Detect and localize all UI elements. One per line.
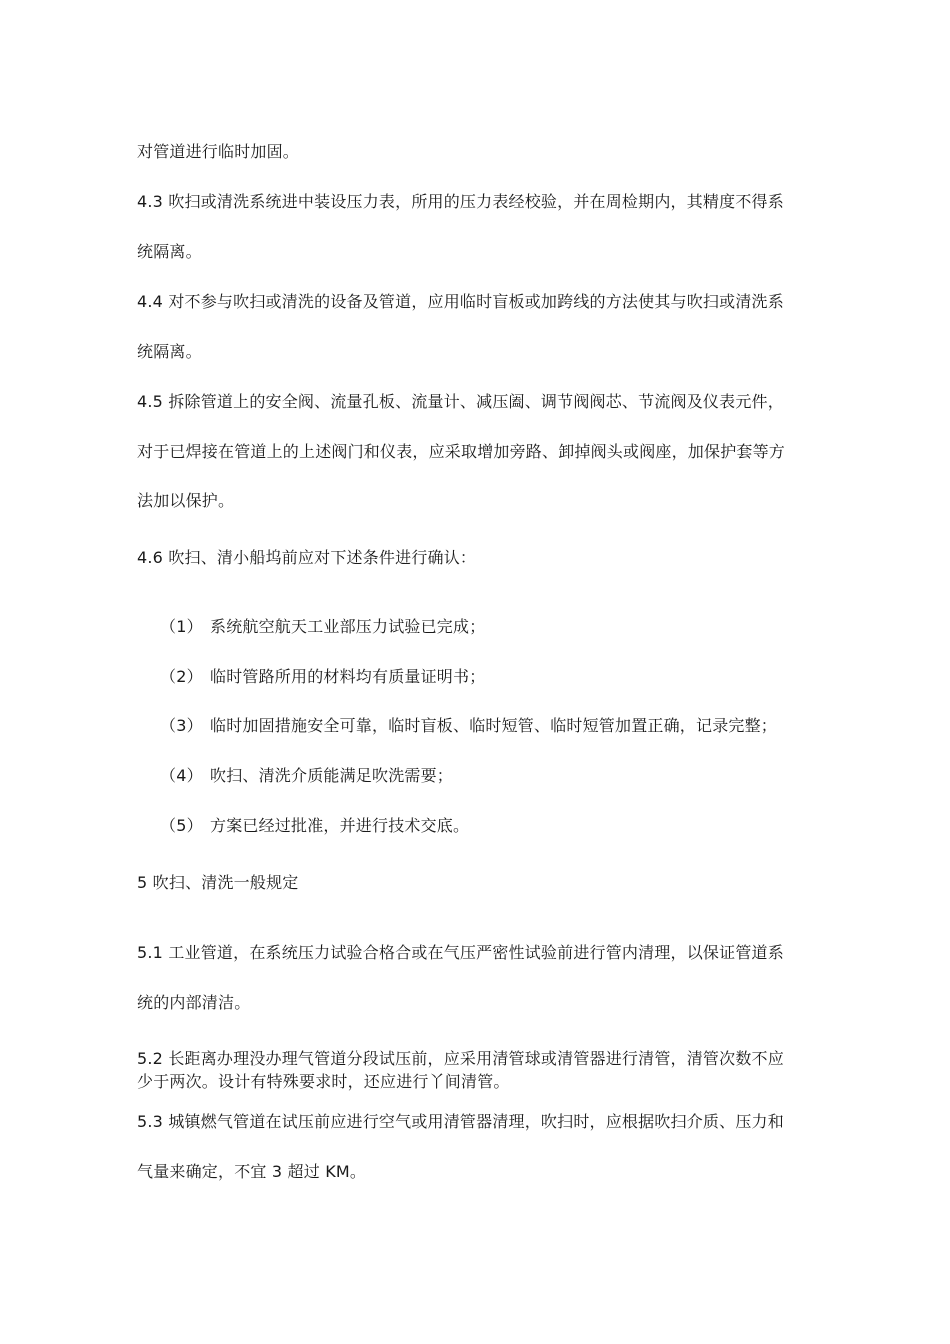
list-text: 系统航空航天工业部压力试验已完成； xyxy=(210,617,486,636)
list-text: 临时加固措施安全可靠，临时盲板、临时短管、临时短管加置正确，记录完整； xyxy=(210,716,778,735)
text-line: 对管道进行临时加固。 xyxy=(137,142,300,161)
list-text: 临时管路所用的材料均有质量证明书； xyxy=(210,667,486,686)
text-line: 统隔离。 xyxy=(137,242,202,261)
list-text: 吹扫、清洗介质能满足吹洗需要； xyxy=(210,766,454,785)
clause-4-3: 4.3 吹扫或清洗系统进中装设压力表，所用的压力表经校验，并在周检期内，其精度不得系 xyxy=(137,192,784,211)
section-heading: 5 吹扫、清洗一般规定 xyxy=(137,873,299,892)
list-item xyxy=(160,667,485,687)
list-number: （4） xyxy=(160,766,203,785)
text-line: 统隔离。 xyxy=(137,342,202,361)
text-line: 对于已焊接在管道上的上述阀门和仪表，应采取增加旁路、卸掉阀头或阀座，加保护套等方 xyxy=(137,442,786,461)
list-number: （3） xyxy=(160,716,203,735)
list-number: （1） xyxy=(160,617,203,636)
list-item xyxy=(160,617,485,637)
text-line: 统的内部清洁。 xyxy=(137,993,251,1012)
list-number: （2） xyxy=(160,667,203,686)
clause-5-2: 5.2 长距离办理没办理气管道分段试压前，应采用清管球或清管器进行清管，清管次数不应 xyxy=(137,1049,784,1068)
text-line: 少于两次。设计有特殊要求时，还应进行丫间清管。 xyxy=(137,1072,510,1091)
clause-4-6: 4.6 吹扫、清小船坞前应对下述条件进行确认： xyxy=(137,548,477,567)
list-item xyxy=(160,816,469,836)
list-item xyxy=(160,716,777,736)
clause-4-4: 4.4 对不参与吹扫或清洗的设备及管道，应用临时盲板或加跨线的方法使其与吹扫或清洗系 xyxy=(137,292,784,311)
clause-5-1: 5.1 工业管道，在系统压力试验合格合或在气压严密性试验前进行管内清理，以保证管道系 xyxy=(137,943,784,962)
list-text: 方案已经过批准，并进行技术交底。 xyxy=(210,816,470,835)
clause-4-5: 4.5 拆除管道上的安全阀、流量孔板、流量计、减压阖、调节阀阀芯、节流阀及仪表元件， xyxy=(137,392,784,411)
text-line: 气量来确定，不宜 3 超过 KM。 xyxy=(137,1162,367,1181)
list-item xyxy=(160,766,453,786)
list-number: （5） xyxy=(160,816,203,835)
clause-5-3: 5.3 城镇燃气管道在试压前应进行空气或用清管器清理，吹扫时，应根据吹扫介质、压力和 xyxy=(137,1112,784,1131)
text-line: 法加以保护。 xyxy=(137,491,235,510)
